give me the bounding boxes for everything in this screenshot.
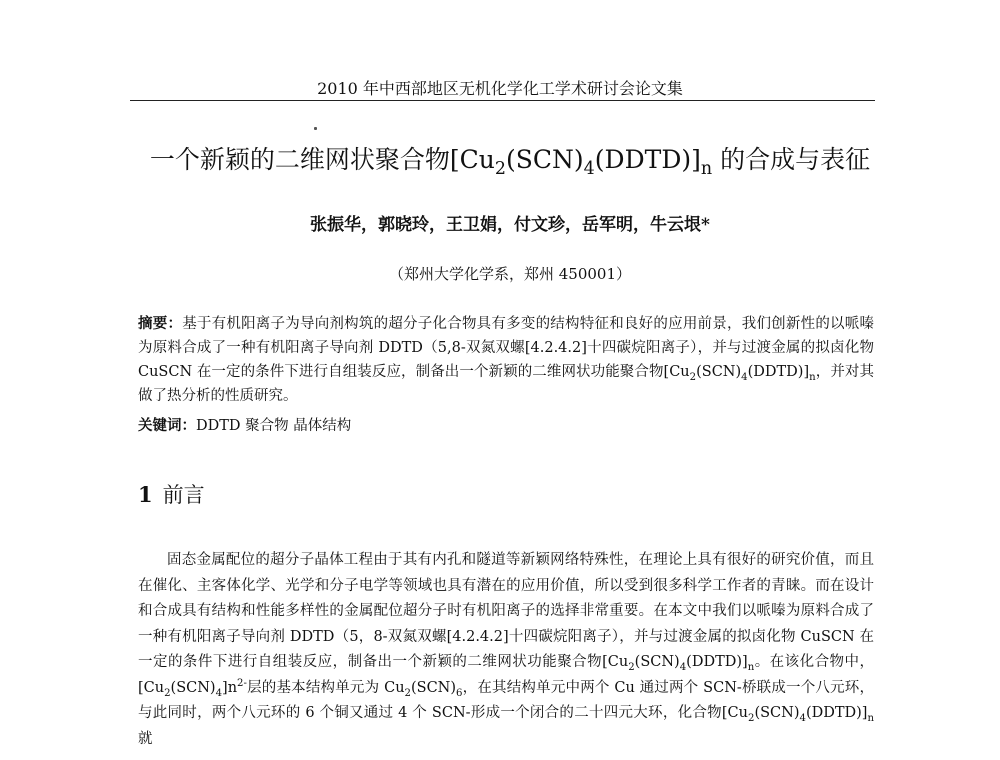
section-number: 1 [138,482,153,507]
intro-paragraph: 固态金属配位的超分子晶体工程由于其有内孔和隧道等新颖网络特殊性，在理论上具有很好的研究价值，而且在催化、主客体化学、光学和分子电学等领域也具有潜在的应用价值，所以受到很多科学工作者的青睐。而在设计和合成具有结构和性能多样性的金属配位超分子时有机阳离子的选择非常重要。在本文中我们以哌嗪为原料合成了一种有机阳离子导向剂 DDTD（5，8-双氮双螺[4.2.4.2]十四碳烷阳离子），并与过渡金属的拟卤化物 CuSCN 在一定的条件下进行自组装反应，制备出一个新颖的二维网状功能聚合物$[Cu_2(SCN)_4(DDTD)]_n$。在该化合物中，$[Cu_2(SCN)_4]n^{2-}$层的基本结构单元为 $Cu_2(SCN)_6$，在其结构单元中两个 Cu 通过两个 SCN-桥联成一个八元环，与此同时，两个八元环的 6 个铜又通过 4 个 SCN-形成一个闭合的二十四元大环，化合物$[Cu_2(SCN)_4(DDTD)]_n$就 [138,552,874,747]
affiliation: （郑州大学化学系，郑州 450001） [388,265,632,283]
keywords-label: 关键词： [138,417,196,434]
abstract-label: 摘要： [138,315,183,332]
abstract: 摘要：基于有机阳离子为导向剂构筑的超分子化合物具有多变的结构特征和良好的应用前景，我们创新性的以哌嗪为原料合成了一种有机阳离子导向剂 DDTD（5,8-双氮双螺[4.2.4.2]十四碳烷阳离子），并与过渡金属的拟卤化物 CuSCN 在一定的条件下进行自组装反应，制备出一个新颖的二维网状功能聚合物$[Cu_2(SCN)_4(DDTD)]_n$，并对其做了热分析的性质研究。 [138,315,875,404]
running-header: 2010 年中西部地区无机化学化工学术研讨会论文集 [317,79,683,98]
header-rule [130,100,875,101]
paper-title: 一个新颖的二维网状聚合物$[Cu_2(SCN)_4(DDTD)]_n$ 的合成与表征 [149,145,871,179]
keywords-text: DDTD 聚合物 晶体结构 [196,418,352,434]
keywords [138,414,874,435]
section-title: 前言 [162,483,205,507]
author-list: 张振华，郭晓玲，王卫娟，付文珍，岳军明，牛云垠* [310,215,710,235]
section-heading [138,479,205,509]
scan-speck [314,127,317,130]
